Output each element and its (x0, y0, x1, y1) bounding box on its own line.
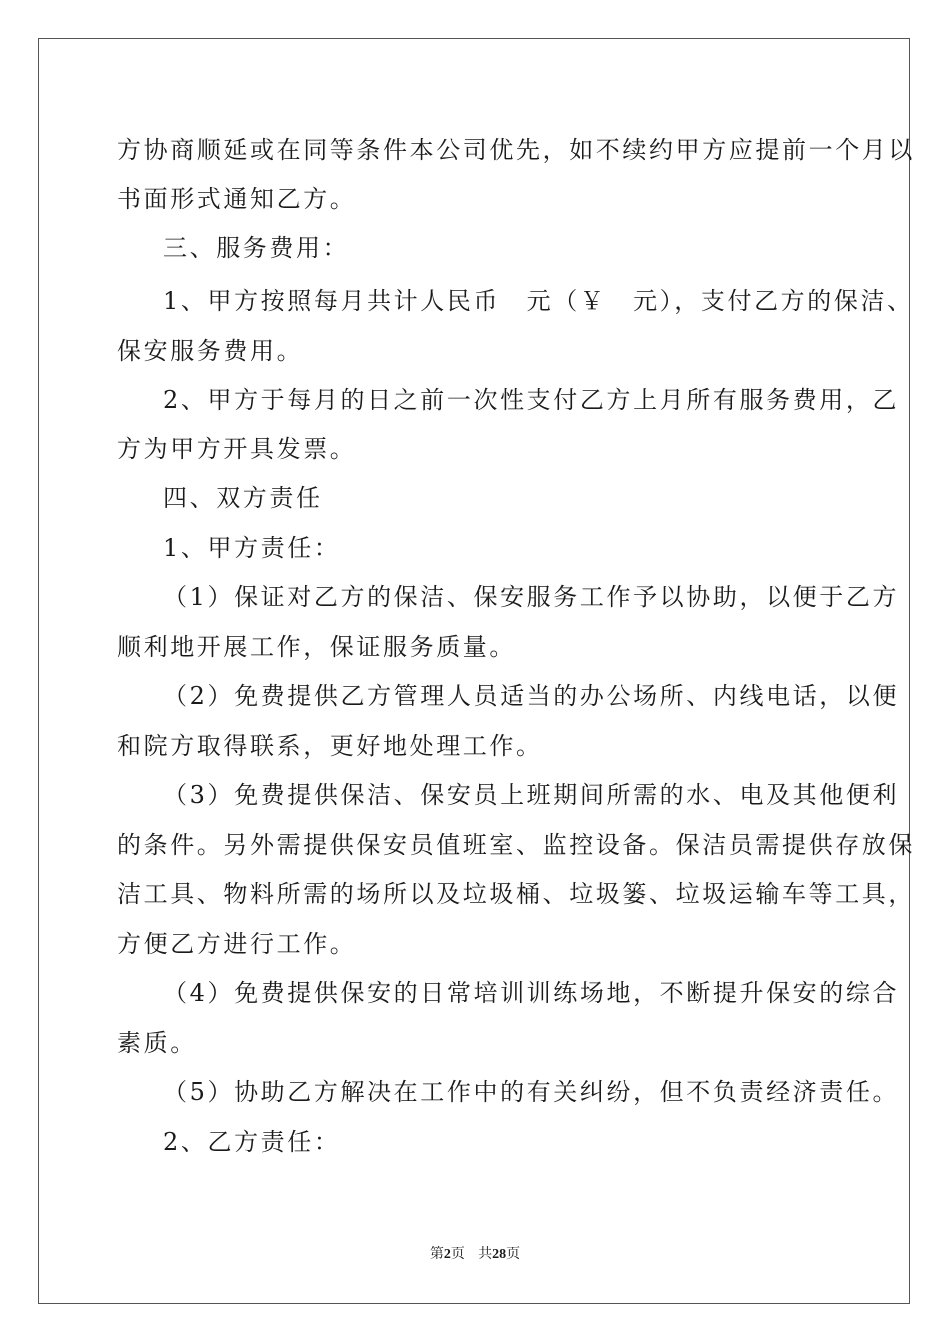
text-line: 洁工具、物料所需的场所以及垃圾桶、垃圾篓、垃圾运输车等工具， (117, 880, 915, 908)
page-border (38, 38, 910, 1304)
page-number: 2 (443, 1247, 451, 1262)
section-heading: 三、服务费用： (163, 234, 350, 262)
page-footer (0, 1243, 950, 1263)
text-line: （5）协助乙方解决在工作中的有关纠纷，但不负责经济责任。 (163, 1078, 900, 1106)
text-line: 方便乙方进行工作。 (117, 930, 357, 958)
text-line: （4）免费提供保安的日常培训训练场地，不断提升保安的综合 (163, 979, 900, 1007)
text-line: 素质。 (117, 1029, 197, 1057)
page-suffix: 页 (450, 1246, 465, 1262)
section-heading: 四、双方责任 (163, 484, 323, 512)
text-line: 的条件。另外需提供保安员值班室、监控设备。保洁员需提供存放保 (117, 831, 915, 859)
text-line: （1）保证对乙方的保洁、保安服务工作予以协助，以便于乙方 (163, 583, 900, 611)
text-line: 保安服务费用。 (117, 337, 304, 365)
text-line: 书面形式通知乙方。 (117, 185, 357, 213)
text-line: 方协商顺延或在同等条件本公司优先，如不续约甲方应提前一个月以 (117, 136, 915, 164)
subsection-heading: 2、乙方责任： (163, 1128, 341, 1156)
text-line: （2）免费提供乙方管理人员适当的办公场所、内线电话，以便 (163, 682, 900, 710)
text-line: 和院方取得联系，更好地处理工作。 (117, 732, 543, 760)
total-prefix: 共 (478, 1246, 493, 1262)
text-line: 方为甲方开具发票。 (117, 435, 357, 463)
total-pages: 28 (492, 1247, 507, 1262)
total-suffix: 页 (506, 1246, 521, 1262)
text-line: （3）免费提供保洁、保安员上班期间所需的水、电及其他便利 (163, 781, 900, 809)
text-line: 顺利地开展工作，保证服务质量。 (117, 633, 516, 661)
page-prefix: 第 (429, 1246, 444, 1262)
subsection-heading: 1、甲方责任： (163, 534, 341, 562)
text-line: 1、甲方按照每月共计人民币 元（￥ 元），支付乙方的保洁、 (163, 287, 914, 315)
text-line: 2、甲方于每月的日之前一次性支付乙方上月所有服务费用，乙 (163, 386, 900, 414)
